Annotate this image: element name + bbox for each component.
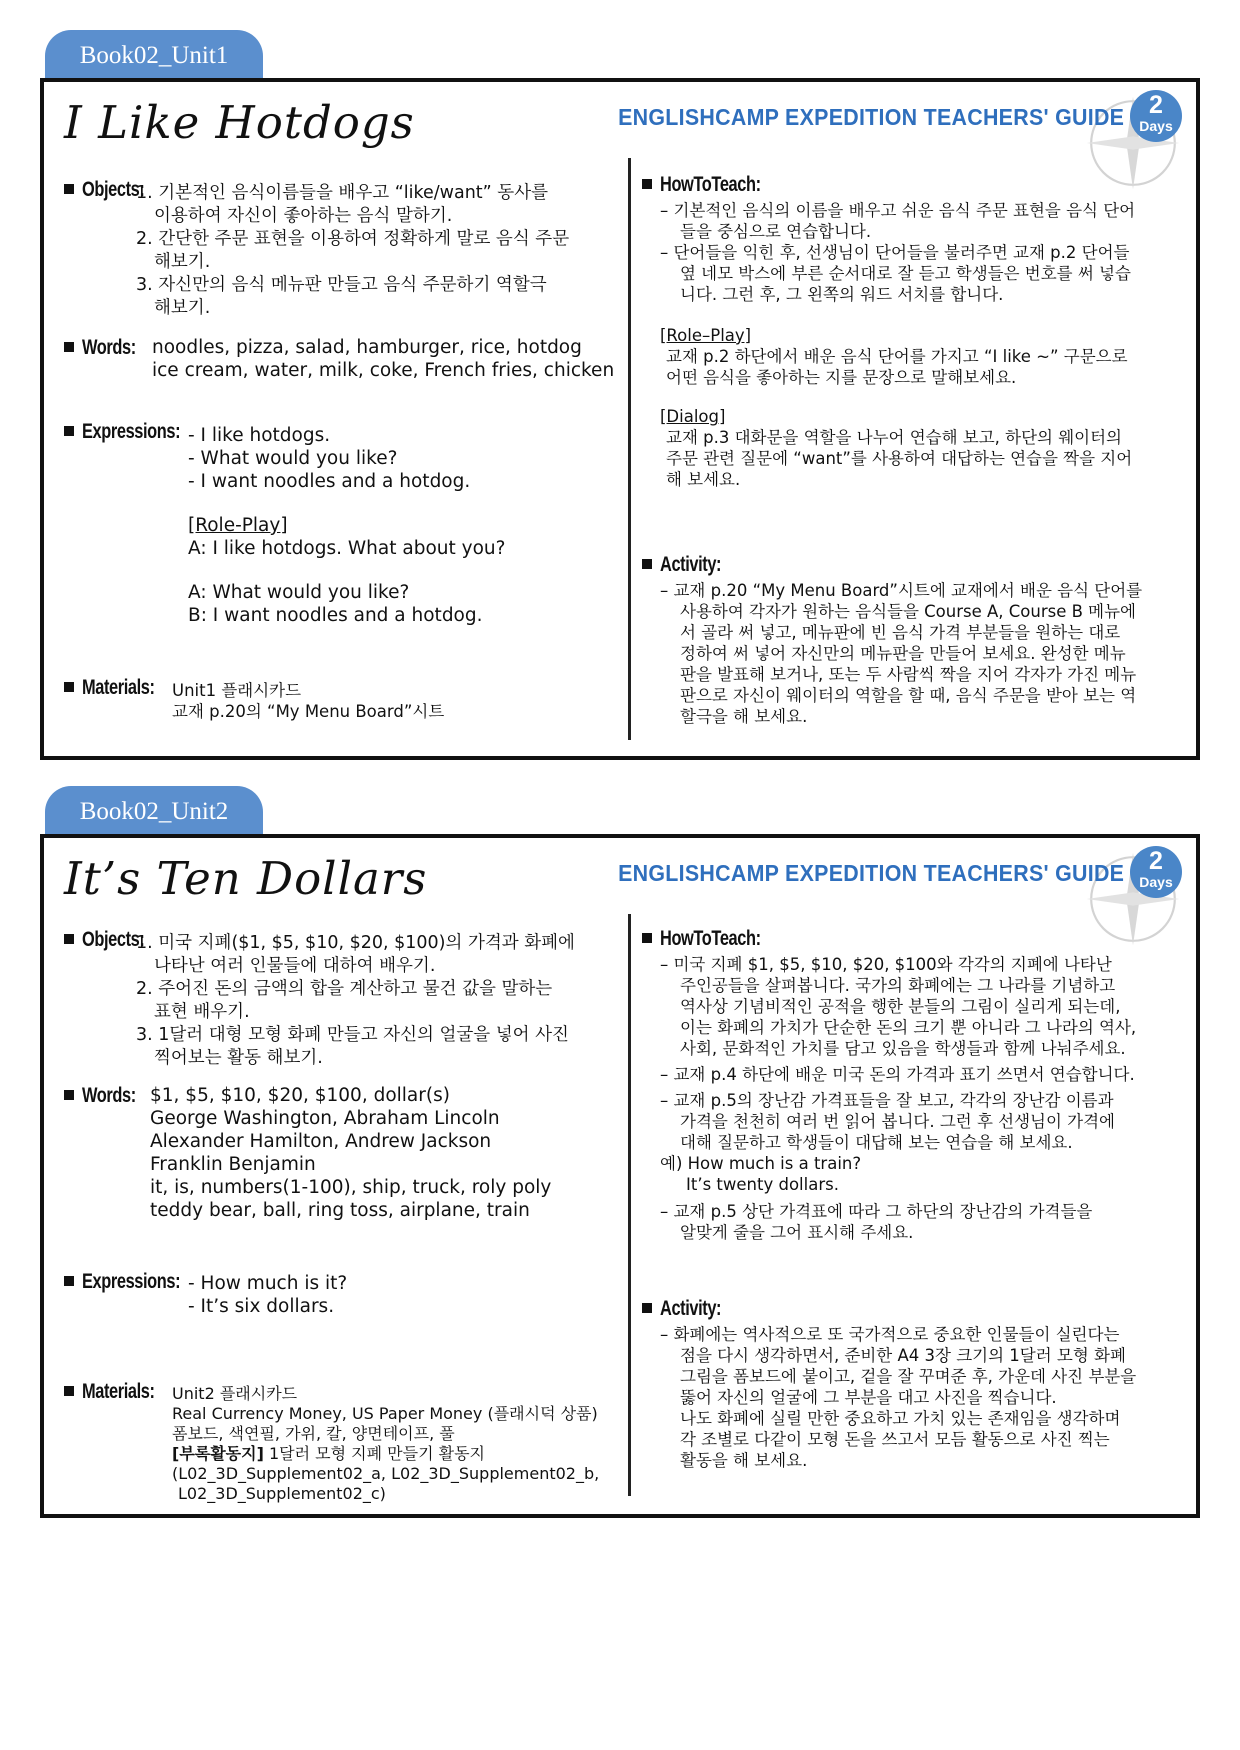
column-divider (628, 914, 631, 1496)
expressions-section (64, 1270, 624, 1320)
howtoteach-label: HowToTeach: (660, 927, 761, 950)
unit-card (40, 834, 1200, 1518)
howtoteach-line: – 단어들을 익힌 후, 선생님이 단어들을 불러주면 교재 p.2 단어들 (660, 243, 1130, 262)
howtoteach-section (642, 174, 1187, 490)
materials-line: 폼보드, 색연필, 가위, 칼, 양면테이프, 풀 (172, 1424, 455, 1443)
objects-line: 1. 기본적인 음식이름들을 배우고 “like/want” 동사를 (136, 183, 549, 203)
objects-line: 찍어보는 활동 해보기. (154, 1048, 323, 1068)
bullet-icon (64, 1276, 74, 1286)
objects-line: 2. 간단한 주문 표현을 이용하여 정확하게 말로 음식 주문 (136, 229, 570, 249)
howtoteach-line: 가격을 천천히 여러 번 읽어 봅니다. 그런 후 선생님이 가격에 (680, 1112, 1115, 1131)
howtoteach-line: – 교재 p.5의 장난감 가격표들을 잘 보고, 각각의 장난감 이름과 (660, 1091, 1114, 1110)
materials-line: Unit1 플래시카드 (172, 681, 302, 700)
days-number: 2 (1149, 91, 1163, 119)
expression-line: - What would you like? (188, 448, 398, 469)
activity-line: 서 골라 써 넣고, 메뉴판에 빈 음식 가격 부분들을 원하는 대로 (680, 623, 1121, 642)
words-line: George Washington, Abraham Lincoln (150, 1108, 500, 1129)
words-label: Words: (82, 1084, 136, 1107)
objects-line: 해보기. (154, 298, 211, 318)
bullet-icon (642, 1303, 652, 1313)
words-line: it, is, numbers(1-100), ship, truck, roly poly (150, 1177, 552, 1198)
objects-section (64, 928, 624, 1068)
activity-section (642, 554, 1187, 727)
activity-line: 뚫어 자신의 얼굴에 그 부분을 대고 사진을 찍습니다. (680, 1388, 1057, 1407)
objects-line: 3. 1달러 대형 모형 화폐 만들고 자신의 얼굴을 넣어 사진 (136, 1025, 569, 1045)
howtoteach-line: – 교재 p.4 하단에 배운 미국 돈의 가격과 표기 쓰면서 연습합니다. (660, 1065, 1135, 1084)
objects-line: 1. 미국 지폐($1, $5, $10, $20, $100)의 가격과 화폐에 (136, 933, 575, 953)
bullet-icon (64, 426, 74, 436)
words-label: Words: (82, 336, 136, 359)
roleplay-line: A: I like hotdogs. What about you? (188, 538, 506, 559)
activity-line: – 교재 p.20 “My Menu Board”시트에 교재에서 배운 음식 단어를 (660, 581, 1143, 600)
bullet-icon (64, 682, 74, 692)
roleplay-label: [Role-Play] (188, 515, 288, 536)
guide-title: ENGLISHCAMP EXPEDITION TEACHERS' GUIDE (617, 104, 1124, 130)
bullet-icon (64, 1386, 74, 1396)
dialog-line: 해 보세요. (666, 470, 741, 489)
activity-section (642, 1298, 1187, 1471)
howtoteach-line: 이는 화폐의 가치가 단순한 돈의 크기 뿐 아니라 그 나라의 역사, (680, 1018, 1137, 1037)
howtoteach-line: 니다. 그런 후, 그 왼쪽의 워드 서치를 합니다. (680, 285, 1004, 304)
dialog-line: 주문 관련 질문에 “want”를 사용하여 대답하는 연습을 짝을 지어 (666, 449, 1133, 468)
activity-line: 그림을 폼보드에 붙이고, 겉을 잘 꾸며준 후, 가운데 사진 부분을 (680, 1367, 1137, 1386)
activity-label: Activity: (660, 553, 722, 576)
roleplay-box-line: 어떤 음식을 좋아하는 지를 문장으로 말해보세요. (666, 368, 1017, 387)
unit-2 (40, 786, 1200, 1726)
howtoteach-line: 옆 네모 박스에 부른 순서대로 잘 듣고 학생들은 번호를 써 넣습 (680, 264, 1131, 283)
materials-section (64, 676, 624, 726)
objects-label: Objects: (82, 178, 145, 201)
unit-tab[interactable]: Book02_Unit1 (45, 30, 263, 80)
example-question: 예) How much is a train? (660, 1154, 862, 1173)
words-line: Franklin Benjamin (150, 1154, 316, 1175)
guide-title: ENGLISHCAMP EXPEDITION TEACHERS' GUIDE (617, 860, 1124, 886)
howtoteach-line: 알맞게 줄을 그어 표시해 주세요. (680, 1223, 914, 1242)
bullet-icon (642, 179, 652, 189)
activity-line: 할극을 해 보세요. (680, 707, 808, 726)
bullet-icon (64, 184, 74, 194)
words-line: Alexander Hamilton, Andrew Jackson (150, 1131, 492, 1152)
words-line: teddy bear, ball, ring toss, airplane, train (150, 1200, 530, 1221)
objects-line: 표현 배우기. (154, 1002, 250, 1022)
unit-card (40, 78, 1200, 760)
days-label: Days (1139, 118, 1173, 134)
activity-line: – 화폐에는 역사적으로 또 국가적으로 중요한 인물들이 실린다는 (660, 1325, 1120, 1344)
example-answer: It’s twenty dollars. (686, 1175, 839, 1194)
objects-line: 이용하여 자신이 좋아하는 음식 말하기. (154, 206, 453, 226)
dialog-label: [Dialog] (660, 407, 726, 426)
words-line: noodles, pizza, salad, hamburger, rice, hotdog (152, 337, 582, 358)
supplement-text: 1달러 모형 지폐 만들기 활동지 (263, 1444, 485, 1463)
howtoteach-line: 주인공들을 살펴봅니다. 국가의 화폐에는 그 나라를 기념하고 (680, 976, 1116, 995)
words-section (64, 1084, 624, 1224)
supplement-label: [부록활동지] (172, 1444, 264, 1463)
materials-line: Unit2 플래시카드 (172, 1384, 298, 1403)
materials-label: Materials: (82, 676, 155, 699)
days-badge (1130, 846, 1182, 898)
objects-label: Objects: (82, 928, 145, 951)
unit-tab[interactable]: Book02_Unit2 (45, 786, 263, 836)
roleplay-line: A: What would you like? (188, 582, 410, 603)
expressions-section (64, 420, 624, 640)
objects-line: 해보기. (154, 252, 211, 272)
words-line: $1, $5, $10, $20, $100, dollar(s) (150, 1085, 450, 1106)
expression-line: - It’s six dollars. (188, 1296, 335, 1317)
howtoteach-line: – 교재 p.5 상단 가격표에 따라 그 하단의 장난감의 가격들을 (660, 1202, 1093, 1221)
howtoteach-line: 사회, 문화적인 가치를 담고 있음을 학생들과 함께 나눠주세요. (680, 1039, 1126, 1058)
objects-line: 2. 주어진 돈의 금액의 합을 계산하고 물건 값을 말하는 (136, 979, 553, 999)
howtoteach-line: – 기본적인 음식의 이름을 배우고 쉬운 음식 주문 표현을 음식 단어 (660, 201, 1136, 220)
unit-title: I Like Hotdogs (64, 96, 415, 149)
days-label: Days (1139, 874, 1173, 890)
dialog-line: 교재 p.3 대화문을 역할을 나누어 연습해 보고, 하단의 웨이터의 (666, 428, 1122, 447)
activity-line: 각 조별로 다같이 모형 돈을 쓰고서 모듬 활동으로 사진 찍는 (680, 1430, 1110, 1449)
activity-line: 판을 발표해 보거나, 또는 두 사람씩 짝을 지어 각자가 가진 메뉴 (680, 665, 1137, 684)
activity-line: 사용하여 각자가 원하는 음식들을 Course A, Course B 메뉴에 (680, 602, 1136, 621)
roleplay-box-label: [Role–Play] (660, 326, 752, 345)
objects-line: 3. 자신만의 음식 메뉴판 만들고 음식 주문하기 역할극 (136, 275, 547, 295)
howtoteach-label: HowToTeach: (660, 173, 761, 196)
words-section (64, 336, 624, 386)
activity-label: Activity: (660, 1297, 722, 1320)
howtoteach-section (642, 928, 1187, 1243)
unit-1 (40, 30, 1200, 760)
bullet-icon (642, 933, 652, 943)
activity-line: 점을 다시 생각하면서, 준비한 A4 3장 크기의 1달러 모형 화폐 (680, 1346, 1126, 1365)
supplement-files: (L02_3D_Supplement02_a, L02_3D_Supplement02_b, (172, 1464, 600, 1483)
objects-line: 나타난 여러 인물들에 대하여 배우기. (154, 956, 436, 976)
days-number: 2 (1149, 847, 1163, 875)
materials-line: Real Currency Money, US Paper Money (플래시덕 상품) (172, 1404, 598, 1423)
expression-line: - I like hotdogs. (188, 425, 331, 446)
objects-section (64, 178, 624, 318)
activity-line: 나도 화폐에 실릴 만한 중요하고 가치 있는 존재임을 생각하며 (680, 1409, 1121, 1428)
expression-line: - I want noodles and a hotdog. (188, 471, 471, 492)
howtoteach-line: 대해 질문하고 학생들이 대답해 보는 연습을 해 보세요. (680, 1133, 1073, 1152)
expressions-label: Expressions: (82, 1270, 181, 1293)
howtoteach-line: – 미국 지폐 $1, $5, $10, $20, $100와 각각의 지폐에 나타난 (660, 955, 1112, 974)
bullet-icon (642, 559, 652, 569)
unit-title: It’s Ten Dollars (64, 852, 428, 905)
howtoteach-line: 들을 중심으로 연습합니다. (680, 222, 872, 241)
activity-line: 정하여 써 넣어 자신만의 메뉴판을 만들어 보세요. 완성한 메뉴 (680, 644, 1126, 663)
expressions-label: Expressions: (82, 420, 181, 443)
materials-line: 교재 p.20의 “My Menu Board”시트 (172, 702, 445, 721)
words-line: ice cream, water, milk, coke, French fries, chicken (152, 360, 615, 381)
bullet-icon (64, 342, 74, 352)
howtoteach-line: 역사상 기념비적인 공적을 행한 분들의 그림이 실리게 되는데, (680, 997, 1121, 1016)
roleplay-line: B: I want noodles and a hotdog. (188, 605, 483, 626)
bullet-icon (64, 934, 74, 944)
supplement-files: L02_3D_Supplement02_c) (178, 1484, 386, 1503)
column-divider (628, 158, 631, 740)
roleplay-box-line: 교재 p.2 하단에서 배운 음식 단어를 가지고 “I like ~” 구문으로 (666, 347, 1128, 366)
activity-line: 활동을 해 보세요. (680, 1451, 808, 1470)
days-badge (1130, 90, 1182, 142)
materials-section (64, 1380, 624, 1510)
materials-label: Materials: (82, 1380, 155, 1403)
expression-line: - How much is it? (188, 1273, 348, 1294)
bullet-icon (64, 1090, 74, 1100)
activity-line: 판으로 자신이 웨이터의 역할을 할 때, 음식 주문을 받아 보는 역 (680, 686, 1137, 705)
